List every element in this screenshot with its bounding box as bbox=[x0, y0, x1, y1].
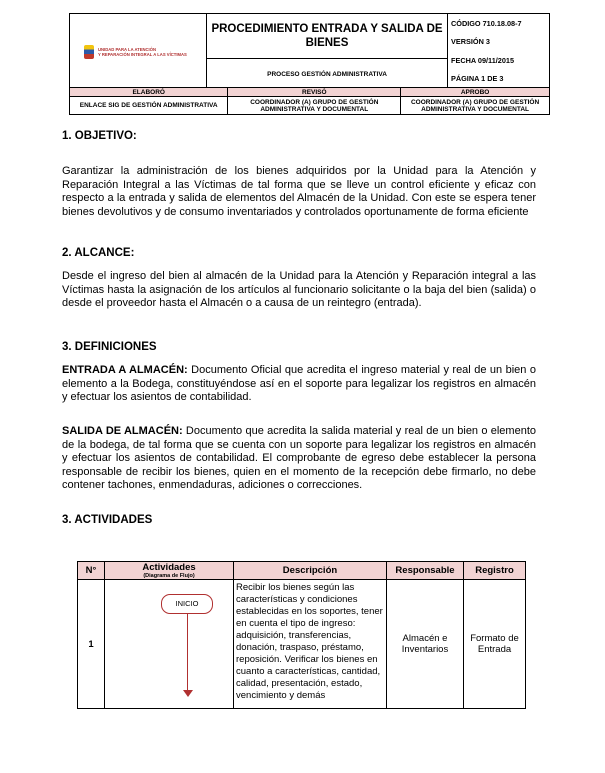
flow-arrow-line bbox=[187, 614, 188, 692]
col-responsable-header: Responsable bbox=[387, 562, 464, 580]
document-title: PROCEDIMIENTO ENTRADA Y SALIDA DE BIENES bbox=[207, 14, 448, 59]
document-date: FECHA 09/11/2015 bbox=[451, 55, 515, 65]
flow-diagram bbox=[105, 580, 233, 708]
reviso-label: REVISÓ bbox=[228, 88, 401, 97]
document-code: CÓDIGO 710.18.08-7 bbox=[451, 18, 522, 28]
col-descripcion-header: Descripción bbox=[234, 562, 387, 580]
salida-text: Documento que acredita la salida material y real de un bien o elemento de la bodega, de tal forma que se cuenta con un soporte para legalizar los registros en almacén y efectuar los asientos de contabilidad. El comprobante de egreso debe establecer la persona responsable de recibir los bienes, quien en el momento de la recepción debe firmarlo, no debe contener tachones, enmendaduras, adiciones o correcciones. bbox=[62, 425, 536, 491]
aprobo-value: COORDINADOR (A) GRUPO DE GESTIÓN ADMINISTRATIVA Y DOCUMENTAL bbox=[401, 97, 550, 115]
salida-term: SALIDA DE ALMACÉN: bbox=[62, 425, 183, 437]
col-actividades-sub: (Diagrama de Flujo) bbox=[143, 572, 195, 579]
col-actividades-label: Actividades bbox=[142, 561, 196, 573]
objetivo-heading: 1. OBJETIVO: bbox=[62, 130, 137, 142]
salida-definition bbox=[62, 425, 536, 493]
aprobo-label: APROBO bbox=[401, 88, 550, 97]
actividades-heading: 3. ACTIVIDADES bbox=[62, 514, 153, 526]
col-no-header: N° bbox=[78, 562, 105, 580]
alcance-heading: 2. ALCANCE: bbox=[62, 247, 135, 259]
logo-text-line1: UNIDAD PARA LA ATENCIÓN bbox=[98, 46, 157, 52]
entrada-term: ENTRADA A ALMACÉN: bbox=[62, 364, 188, 376]
document-version: VERSIÓN 3 bbox=[451, 37, 490, 46]
document-meta bbox=[448, 14, 550, 90]
entrada-text: Documento Oficial que acredita el ingreso material y real de un bien o elemento a la Bodega, constituyéndose así en el soporte para legalizar los registros en almacén y efectuar los asientos de contabilidad. bbox=[62, 364, 536, 403]
signature-table bbox=[69, 87, 550, 115]
table-row bbox=[78, 580, 526, 709]
logo-text-line2: Y REPARACIÓN INTEGRAL A LAS VÍCTIMAS bbox=[98, 51, 187, 57]
document-page: PÁGINA 1 DE 3 bbox=[451, 74, 504, 83]
process-name: PROCESO GESTIÓN ADMINISTRATIVA bbox=[207, 59, 448, 90]
row-description: Recibir los bienes según las características y condiciones establecidas en los soportes, tener en cuenta el tipo de ingreso: adquisición, transferencias, donación, traspaso, préstamo, reposición. Verificar los bienes en cuanto a características, cantidad, calidad, presentación, estado, vencimiento y demás bbox=[234, 580, 387, 709]
row-responsable: Almacén e Inventarios bbox=[387, 580, 464, 709]
col-registro-header: Registro bbox=[464, 562, 526, 580]
definiciones-heading: 3. DEFINICIONES bbox=[62, 341, 157, 353]
arrow-down-icon bbox=[183, 690, 193, 697]
document-header bbox=[69, 13, 550, 90]
col-actividades-header bbox=[105, 562, 234, 580]
elaboro-value: ENLACE SIG DE GESTIÓN ADMINISTRATIVA bbox=[70, 97, 228, 115]
row-registro: Formato de Entrada bbox=[464, 580, 526, 709]
alcance-text: Desde el ingreso del bien al almacén de la Unidad para la Atención y Reparación integral a las Víctimas hasta la asignación de los artículos al funcionario solicitante o la baja del bien (salida) o desde el proveedor hasta el Almacén o a causa de un reintegro (entrada). bbox=[62, 270, 536, 309]
row-number: 1 bbox=[78, 580, 105, 709]
logo-cell bbox=[70, 14, 207, 90]
flow-diagram-cell bbox=[105, 580, 234, 709]
activities-table bbox=[77, 561, 526, 709]
entrada-definition bbox=[62, 364, 536, 405]
reviso-value: COORDINADOR (A) GRUPO DE GESTIÓN ADMINISTRATIVA Y DOCUMENTAL bbox=[228, 97, 401, 115]
inicio-node: INICIO bbox=[161, 594, 213, 614]
coat-of-arms-icon bbox=[84, 45, 94, 59]
elaboro-label: ELABORÓ bbox=[70, 88, 228, 97]
unit-logo bbox=[70, 45, 206, 59]
objetivo-text: Garantizar la administración de los bienes adquiridos por la Unidad para la Atención y Reparación Integral a las Víctimas de tal forma que se lleve un control eficiente y eficaz con respecto a la entrada y salida de elementos del Almacén de la Unidad. Con este se espera tener bienes devolutivos y de consumo inventariados y controlados oportunamente de forma eficiente bbox=[62, 165, 536, 218]
